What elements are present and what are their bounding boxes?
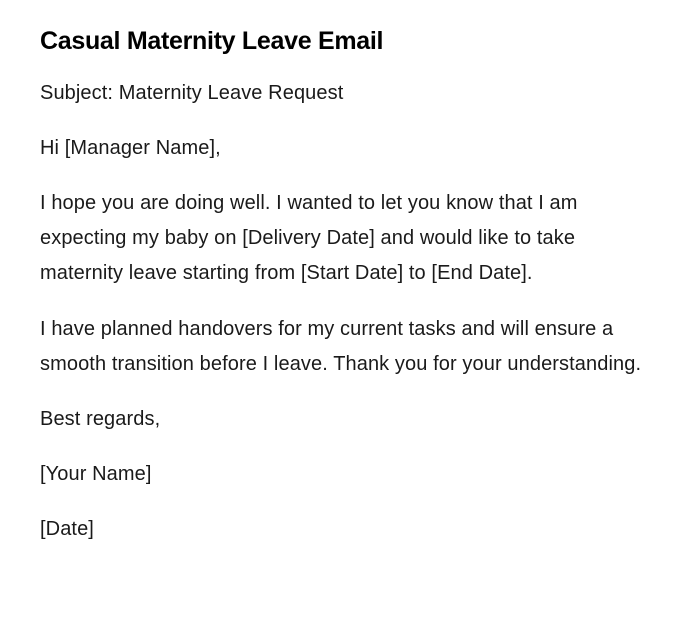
- signature-name: [Your Name]: [40, 463, 152, 485]
- email-closing: Best regards,: [40, 408, 161, 430]
- email-subject: Subject: Maternity Leave Request: [40, 82, 344, 104]
- document-title: Casual Maternity Leave Email: [40, 27, 384, 55]
- signature-date: [Date]: [40, 518, 94, 540]
- email-greeting: Hi [Manager Name],: [40, 137, 221, 159]
- body-paragraph-2: I have planned handovers for my current tasks and will ensure a smooth transition before I leave. Thank you for your understanding.: [40, 318, 642, 375]
- body-paragraph-1: I hope you are doing well. I wanted to let you know that I am expecting my baby on [Delivery Date] and would like to take maternity leave starting from [Start Date] to [End Date].: [40, 192, 578, 284]
